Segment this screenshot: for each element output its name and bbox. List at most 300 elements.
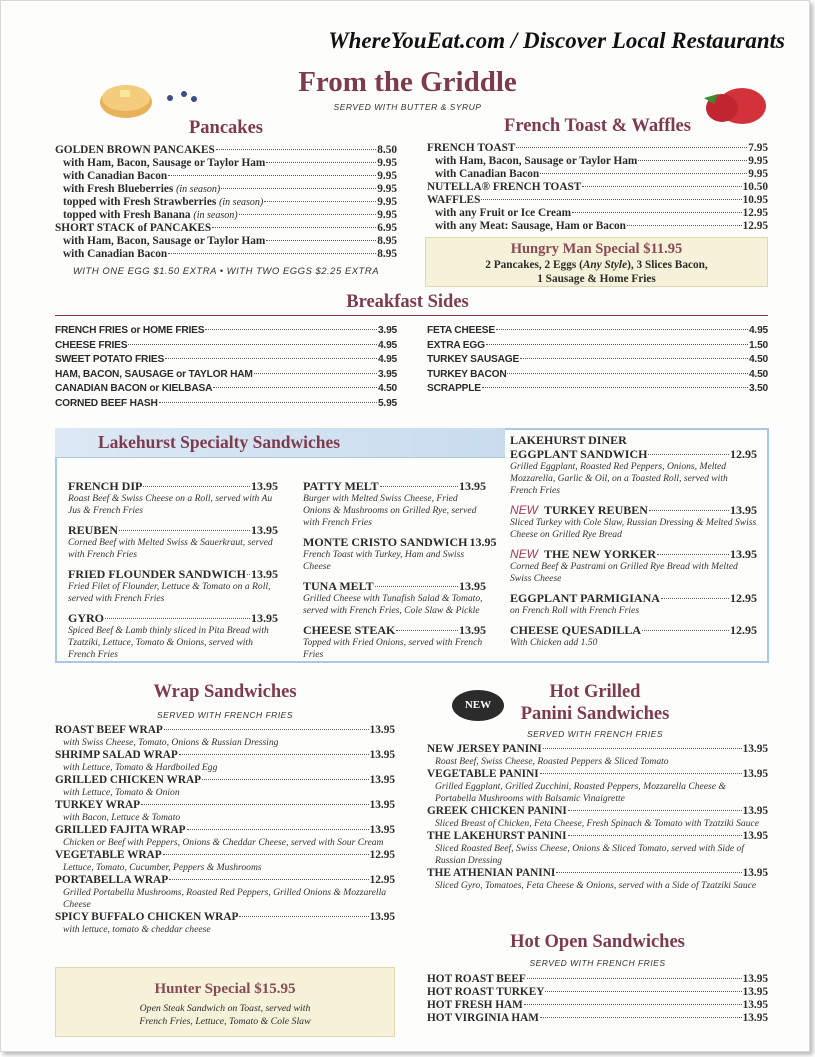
menu-item-row [55,324,397,339]
menu-item [55,144,397,157]
menu-item-row [55,209,397,222]
dot-leader [165,358,377,359]
menu-item-row [427,973,768,986]
item-description: Grilled Eggplant, Roasted Red Peppers, Onions, Melted Mozzarella, Garlic & Oil, on a Toasted Roll, served with French Fries [510,461,728,496]
item-name-text: FRIED FLOUNDER SANDWICH [68,567,247,581]
item-name-text: CORNED BEEF HASH [55,397,158,409]
item-price: 5.95 [377,397,397,409]
item-name-text: with Canadian Bacon [435,168,540,180]
menu-item-row [55,222,397,235]
item-price: 13.95 [369,749,395,761]
item-name-text: THE ATHENIAN PANINI [427,867,556,879]
item-description: Spiced Beef & Lamb thinly sliced in Pita Bread with Tzatziki, Lettuce, Tomato & Onions, served with French Fries [68,625,269,660]
item-price: 13.95 [742,867,768,879]
item-name [68,611,104,625]
menu-item-row [303,623,486,637]
item-name [68,479,142,493]
item-name-text: with Ham, Bacon, Sausage or Taylor Ham [435,155,638,167]
item-name-text: HAM, BACON, SAUSAGE or TAYLOR HAM [55,368,253,380]
dot-leader [486,344,748,345]
item-name-text: with any Fruit or Ice Cream [435,207,572,219]
menu-item-row [427,768,768,781]
dot-leader [648,454,729,455]
menu-item [427,867,768,892]
item-name-text: THE NEW YORKER [544,547,657,561]
dot-leader [375,586,458,587]
item-description: Grilled Eggplant, Grilled Zucchini, Roasted Peppers, Mozzarella Cheese & Portabella Mushrooms with Balsamic Vinaigrette [435,781,726,804]
dot-leader [568,835,742,836]
dot-leader [205,329,377,330]
item-name-text: with Canadian Bacon [63,170,168,182]
panini-heading-line1: Hot Grilled [549,682,641,702]
menu-item-row [55,849,395,862]
item-name [55,874,168,887]
menu-item-row [55,799,395,812]
item-name-text: TURKEY REUBEN [544,503,648,517]
menu-item-row [427,999,768,1012]
menu-item-row [427,1012,768,1025]
item-name [510,547,656,561]
dot-leader [143,486,250,487]
menu-item-row [427,805,768,818]
item-name [55,235,265,248]
menu-item [427,768,768,805]
item-name-text: HOT ROAST BEEF [427,973,526,985]
menu-item-row [427,339,768,354]
menu-item-row [55,749,395,762]
item-name-text: GRILLED FAJITA WRAP [55,824,186,836]
item-price: 13.95 [369,799,395,811]
specialty-col3-first-line: LAKEHURST DINER [510,433,627,447]
dot-leader [169,879,368,880]
dot-leader [545,991,741,992]
menu-item-row [55,196,397,209]
pancakes-heading: Pancakes [189,118,263,138]
menu-item [55,339,397,354]
item-name-text: with Canadian Bacon [63,248,168,260]
french-toast-heading: French Toast & Waffles [504,116,691,136]
dot-leader [380,486,458,487]
item-name [427,207,571,220]
menu-item-row [55,724,395,737]
menu-item [55,248,397,261]
panini-heading-line2: Panini Sandwiches [520,704,670,724]
item-price: 9.95 [377,183,397,195]
menu-item [55,874,395,911]
item-name [55,183,220,196]
item-name [427,181,581,194]
item-name [427,743,542,756]
item-name [55,368,253,383]
menu-item [427,168,768,181]
dot-leader [572,212,742,213]
dot-leader [396,630,458,631]
menu-item [55,911,395,936]
dot-leader [141,804,369,805]
menu-item-row [427,194,768,207]
item-name-text: CHEESE FRIES [55,339,128,351]
item-price: 13.95 [742,768,768,780]
dot-leader [627,225,742,226]
item-price: 13.95 [251,567,278,581]
french-toast-list [427,142,768,233]
item-price: 9.95 [748,155,768,167]
menu-item-row [427,181,768,194]
item-note: (in season) [176,184,221,195]
item-name-text: topped with Fresh Banana [63,209,191,221]
item-price: 1.50 [748,339,768,351]
menu-item-row [427,324,768,339]
item-price: 13.95 [742,999,768,1011]
dot-leader [496,329,748,330]
dot-leader [213,387,377,388]
item-name [55,324,204,339]
item-name [55,353,164,368]
item-price: 4.50 [377,383,397,395]
item-name [427,194,480,207]
egg-note: WITH ONE EGG $1.50 EXTRA • WITH TWO EGGS $2.25 EXTRA [72,266,380,277]
menu-item-row [55,170,397,183]
item-price: 3.95 [377,368,397,380]
griddle-title: From the Griddle [298,66,517,98]
item-price: 4.95 [748,325,768,336]
item-price: 4.95 [377,354,397,366]
menu-item [55,235,397,248]
menu-item-row [303,479,486,493]
menu-item-row [55,144,397,157]
sides-right-list [427,324,768,397]
menu-item-row [510,623,757,637]
menu-item [303,479,486,529]
item-name [55,196,263,209]
item-name-text: topped with Fresh Strawberries [63,196,217,208]
menu-item-row [510,447,757,461]
menu-item [55,183,397,196]
sides-left-list [55,324,397,412]
dot-leader [481,199,741,200]
item-price: 3.95 [377,325,397,336]
item-price: 13.95 [730,503,757,517]
item-name [427,155,637,168]
menu-item-row [427,986,768,999]
item-name [427,1012,539,1025]
item-price: 13.95 [730,547,757,561]
item-price: 8.95 [377,248,397,260]
item-name-text: VEGETABLE WRAP [55,849,162,861]
item-price: 12.95 [369,849,395,861]
item-price: 13.95 [251,479,278,493]
hunter-title: Hunter Special $15.95 [154,981,296,997]
item-description: Burger with Melted Swiss Cheese, Fried Onions & Mushrooms on Grilled Rye, served with French Fries [303,493,477,528]
menu-item [510,447,757,497]
dot-leader [482,387,748,388]
item-name-text: SWEET POTATO FRIES [55,354,165,366]
item-name [510,591,660,605]
menu-item-row [510,591,757,605]
dot-leader [507,373,747,374]
menu-item-row [427,142,768,155]
item-price: 12.95 [730,623,757,637]
item-name-text: with Ham, Bacon, Sausage or Taylor Ham [63,157,266,169]
item-name-text: FETA CHEESE [427,325,495,336]
item-price: 10.95 [742,194,768,206]
wraps-subtitle: SERVED WITH FRENCH FRIES [156,710,294,720]
item-name-text: HOT VIRGINIA HAM [427,1012,539,1024]
item-description: with lettuce, tomato & cheddar cheese [63,924,211,935]
menu-item [55,324,397,339]
dot-leader [638,160,747,161]
item-name [68,523,118,537]
hungry-man-special [425,237,768,287]
menu-item [55,397,397,412]
item-name [55,824,186,837]
menu-item [427,353,768,368]
item-description: on French Roll with French Fries [510,605,640,616]
item-name [55,144,215,157]
menu-item [427,973,768,986]
menu-item [427,830,768,867]
item-price: 4.50 [748,354,768,366]
item-name-text: TURKEY WRAP [55,799,141,811]
menu-item [427,368,768,383]
specialty-col3-list [510,447,757,649]
item-name-text: TURKEY SAUSAGE [427,354,520,366]
dot-leader [128,344,377,345]
item-name-text: HOT FRESH HAM [427,999,523,1011]
item-description: Fried Filet of Flounder, Lettuce & Tomato on a Roll, served with French Fries [68,581,271,604]
hunter-special [55,967,395,1037]
item-name-text: with Ham, Bacon, Sausage or Taylor Ham [63,235,266,247]
hungry-man-title: Hungry Man Special $11.95 [510,241,683,257]
dot-leader [266,240,376,241]
dot-leader [179,754,369,755]
item-name [55,382,212,397]
item-name [427,999,523,1012]
item-name-text: SPICY BUFFALO CHICKEN WRAP [55,911,239,923]
item-description: Roast Beef, Swiss Cheese, Roasted Peppers & Sliced Tomato [435,756,669,767]
item-price: 12.95 [730,591,757,605]
item-name [427,382,481,397]
menu-item [427,142,768,155]
dot-leader [266,162,376,163]
item-name [510,623,641,637]
item-name [427,353,519,368]
specialty-col2 [303,479,497,667]
panini-subtitle: SERVED WITH FRENCH FRIES [526,729,664,739]
item-price: 13.95 [742,986,768,998]
menu-item-row [55,911,395,924]
sides-heading: Breakfast Sides [346,292,469,312]
item-name [55,248,167,261]
menu-item [427,155,768,168]
menu-item [68,523,278,561]
item-name-text: EXTRA EGG [427,339,485,351]
item-name [427,830,567,843]
item-name-text: SHRIMP SALAD WRAP [55,749,178,761]
item-name-text: THE LAKEHURST PANINI [427,830,567,842]
menu-item-row [55,353,397,368]
menu-item-row [55,824,395,837]
item-price: 13.95 [742,830,768,842]
new-label: NEW [510,547,538,561]
hot-open-heading: Hot Open Sandwiches [510,932,685,952]
menu-item [55,724,395,749]
item-name [55,749,178,762]
item-price: 13.95 [459,479,486,493]
item-name-text: EGGPLANT PARMIGIANA [510,591,660,605]
menu-item [68,567,278,605]
dot-leader [164,729,369,730]
menu-item-row [55,874,395,887]
item-name [55,222,211,235]
item-name-text: GREEK CHICKEN PANINI [427,805,567,817]
menu-item [427,743,768,768]
dot-leader [247,574,250,575]
item-description: Roast Beef & Swiss Cheese on a Roll, served with Au Jus & French Fries [68,493,273,516]
item-description: With Chicken add 1.50 [510,637,598,648]
menu-item [427,194,768,207]
menu-item [55,368,397,383]
item-description: Grilled Portabella Mushrooms, Roasted Red Peppers, Grilled Onions & Mozzarella Cheese [63,887,387,910]
item-name-text: with any Meat: Sausage, Ham or Bacon [435,220,626,232]
item-name-text: VEGETABLE PANINI [427,768,539,780]
item-name-text: EGGPLANT SANDWICH [510,447,648,461]
item-name-text: GYRO [68,611,104,625]
item-price: 8.95 [377,235,397,247]
item-name [55,849,162,862]
item-name [510,503,648,517]
item-name-text: CANADIAN BACON or KIELBASA [55,383,213,395]
item-name-text: ROAST BEEF WRAP [55,724,163,736]
item-name-text: GOLDEN BROWN PANCAKES [55,144,215,156]
dot-leader [540,773,742,774]
item-name [510,447,647,461]
menu-item-row [55,774,395,787]
menu-item [303,535,497,573]
item-price: 12.95 [730,447,757,461]
item-price: 6.95 [377,222,397,234]
item-name-text: MONTE CRISTO SANDWICH [303,535,468,549]
item-name [55,170,167,183]
item-price: 13.95 [369,774,395,786]
dot-leader [159,402,377,403]
item-price: 13.95 [742,743,768,755]
item-name-text: SHORT STACK of PANCAKES [55,222,212,234]
dot-leader [642,630,729,631]
item-price: 13.95 [369,724,395,736]
dot-leader [661,598,729,599]
specialty-col3 [510,433,757,655]
item-name [427,324,495,339]
dot-leader [520,358,748,359]
menu-item-row [68,611,278,625]
wraps-heading: Wrap Sandwiches [153,682,297,702]
item-description: Sliced Turkey with Cole Slaw, Russian Dressing & Melted Swiss Cheese on Grilled Rye Bread [510,517,757,540]
menu-item-row [303,535,497,549]
item-price: 13.95 [459,623,486,637]
item-price: 13.95 [369,824,395,836]
item-note: (in season) [193,210,238,221]
item-name-text: FRENCH FRIES or HOME FRIES [55,325,205,336]
item-name [427,986,544,999]
item-name [427,805,567,818]
item-price: 13.95 [251,523,278,537]
dot-leader [540,1017,742,1018]
menu-item-row [55,368,397,383]
item-description: Lettuce, Tomato, Cucumber, Peppers & Mushrooms [63,862,262,873]
dot-leader [543,748,742,749]
item-name [427,867,555,880]
item-description: Sliced Gyro, Tomatoes, Feta Cheese & Onions, served with a Side of Tzatziki Sauce [435,880,757,891]
item-name-text: REUBEN [68,523,119,537]
item-name-text: with Fresh Blueberries [63,183,174,195]
menu-item [510,623,757,649]
menu-item [303,579,486,617]
item-price: 9.95 [377,196,397,208]
item-name [303,579,374,593]
item-name [55,397,158,412]
menu-item [55,849,395,874]
menu-item [55,774,395,799]
item-name [68,567,246,581]
menu-item-row [427,220,768,233]
item-name [427,768,539,781]
dot-leader [168,253,376,254]
item-name-text: PORTABELLA WRAP [55,874,169,886]
item-name-text: GRILLED CHICKEN WRAP [55,774,202,786]
item-name-text: WAFFLES [427,194,481,206]
menu-item-row [510,547,757,561]
item-price: 10.50 [742,181,768,193]
menu-item [55,353,397,368]
item-name [55,209,238,222]
site-title: WhereYouEat.com / Discover Local Restaurants [328,28,785,53]
specialty-heading: Lakehurst Specialty Sandwiches [98,432,341,452]
menu-item [510,591,757,617]
menu-item [303,623,486,661]
dot-leader [264,201,376,202]
item-price: 12.95 [742,220,768,232]
menu-item [427,986,768,999]
item-name [427,220,626,233]
dot-leader [540,173,747,174]
item-name-text: NUTELLA® FRENCH TOAST [427,181,582,193]
menu-item [427,207,768,220]
item-name [303,623,395,637]
menu-item-row [55,183,397,196]
item-name-text: HOT ROAST TURKEY [427,986,545,998]
menu-item-row [427,207,768,220]
menu-item-row [55,339,397,354]
item-name-text: FRENCH TOAST [427,142,516,154]
item-name-text: CHEESE QUESADILLA [510,623,642,637]
item-price: 8.50 [377,144,397,156]
menu-item-row [68,567,278,581]
item-price: 3.50 [748,383,768,395]
sides-divider [55,315,768,316]
dot-leader [254,373,377,374]
dot-leader [202,779,369,780]
hunter-desc: Open Steak Sandwich on Toast, served with French Fries, Lettuce, Tomato & Cole Slaw [139,1003,311,1027]
dot-leader [216,149,376,150]
menu-item [55,382,397,397]
item-price: 9.95 [377,209,397,221]
menu-item [55,196,397,209]
menu-item [427,181,768,194]
item-description: Grilled Cheese with Tunafish Salad & Tomato, served with French Fries, Cole Slaw & Pickle [303,593,483,616]
menu-item [55,799,395,824]
item-description: French Toast with Turkey, Ham and Swiss Cheese [303,549,465,572]
